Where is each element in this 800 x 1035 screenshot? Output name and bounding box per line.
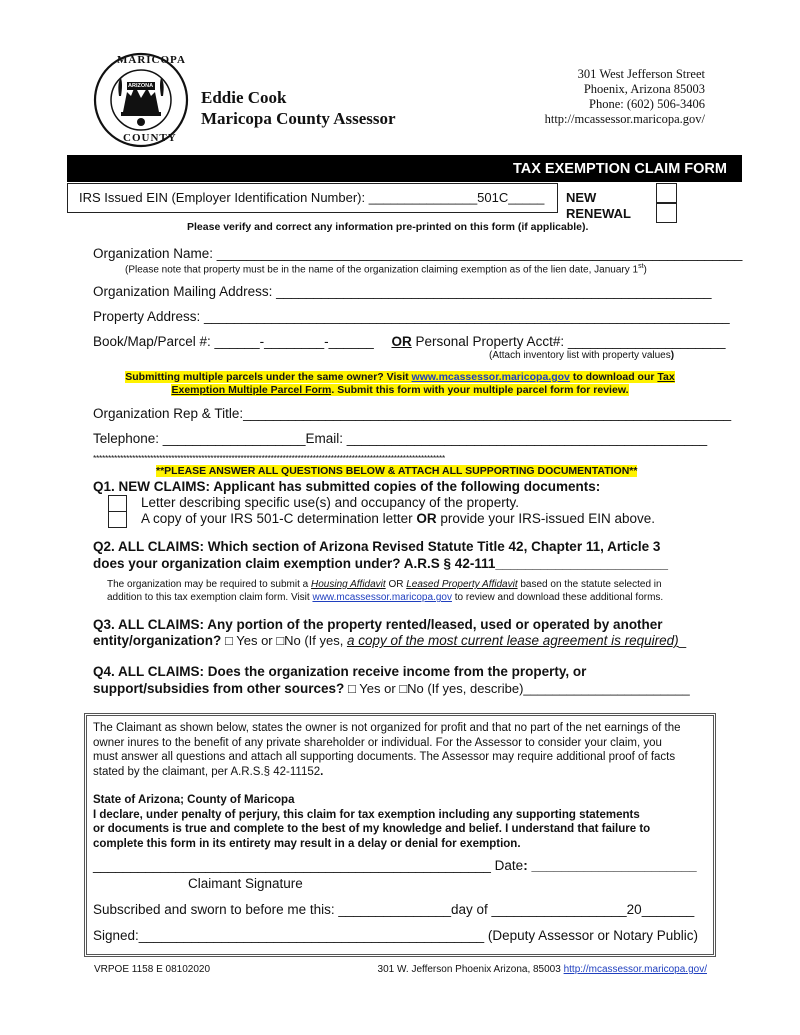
book-map-parcel-field[interactable]: Book/Map/Parcel #: ______-________-______	[93, 334, 374, 349]
star-divider: *********************************************************************************************************************	[93, 453, 445, 463]
attach-inventory-note: (Attach inventory list with property values)	[489, 350, 675, 361]
personal-property-field[interactable]: Personal Property Acct#: _____________________	[415, 334, 726, 349]
assessor-website-link[interactable]: www.mcassessor.maricopa.gov	[411, 371, 570, 383]
address-line-2: Phoenix, Arizona 85003	[583, 82, 705, 96]
claimant-signature-field[interactable]: _____________________________________________________ Date	[93, 858, 524, 873]
q1-item-2: A copy of your IRS 501-C determination letter OR provide your IRS-issued EIN above.	[141, 511, 655, 526]
phone-line: Phone: (602) 506-3406	[589, 97, 705, 111]
seal-bottom-text: COUNTY	[123, 132, 177, 144]
sworn-date-field[interactable]: Subscribed and sworn to before me this: _______________day of __________________20_______	[93, 902, 695, 917]
property-address-field[interactable]: Property Address: ______________________________________________________________________	[93, 309, 730, 324]
forms-website-link[interactable]: www.mcassessor.maricopa.gov	[312, 592, 452, 603]
form-title: TAX EXEMPTION CLAIM FORM	[512, 161, 727, 177]
footer-form-id: VRPOE 1158 E 08102020	[94, 964, 211, 975]
footer-website-link[interactable]: http://mcassessor.maricopa.gov/	[563, 964, 707, 975]
book-map-parcel-row	[93, 334, 726, 349]
q1-checkbox-1[interactable]	[108, 495, 127, 512]
q4-yes-no-options[interactable]: □ Yes or □No (If yes, describe)_______________________	[348, 681, 690, 696]
claimant-paragraph: The Claimant as shown below, states the owner is not organized for profit and that no part of the net earnings of the owner inures to the benefit of any private shareholder or individual. For the Assessor to consider your claim, you must answer all questions and attach all supporting documents. The Assessor may require additional proof of facts stated by the claimant, per A.R.S.§ 42-11152.	[93, 722, 681, 778]
seal-inner-text: ARIZONA	[128, 83, 154, 89]
renewal-checkbox[interactable]	[656, 203, 677, 223]
multiple-parcel-form-link[interactable]: Exemption Multiple Parcel Form	[171, 384, 332, 396]
footer-address: 301 W. Jefferson Phoenix Arizona, 85003 http://mcassessor.maricopa.gov/	[377, 964, 707, 975]
multi-parcel-note: Submitting multiple parcels under the same owner? Visit www.mcassessor.maricopa.gov to download our Tax Exemption Multiple Parcel Form. Submit this form with your multiple parcel form for review.	[125, 371, 675, 396]
answer-all-note: **PLEASE ANSWER ALL QUESTIONS BELOW & ATTACH ALL SUPPORTING DOCUMENTATION**	[156, 465, 638, 477]
new-label: NEW	[566, 190, 597, 205]
county-seal	[93, 52, 189, 148]
housing-affidavit-link[interactable]: Housing Affidavit	[311, 579, 386, 590]
claimant-signature-label: Claimant Signature	[188, 876, 303, 891]
q3-line-2: entity/organization? □ Yes or □No (If yes, a copy of the most current lease agreement is required)_	[93, 633, 687, 648]
assessor-name: Eddie Cook	[201, 88, 287, 107]
form-title-bar	[67, 155, 742, 182]
q4-line-2: support/subsidies from other sources? □ Yes or □No (If yes, describe)_______________________	[93, 681, 690, 696]
leased-property-affidavit-link[interactable]: Leased Property Affidavit	[406, 579, 518, 590]
q1-item-1: Letter describing specific use(s) and occupancy of the property.	[141, 495, 519, 510]
q2-line-2[interactable]: does your organization claim exemption under? A.R.S § 42-111_______________________	[93, 556, 669, 571]
ein-field[interactable]: IRS Issued EIN (Employer Identification Number): _______________501C_____	[79, 190, 545, 205]
renewal-label: RENEWAL	[566, 206, 631, 221]
org-rep-title-field[interactable]: Organization Rep & Title:_________________________________________________________________	[93, 406, 732, 421]
q1-title: Q1. NEW CLAIMS: Applicant has submitted copies of the following documents:	[93, 479, 601, 494]
organization-name-field[interactable]: Organization Name: ______________________________________________________________________	[93, 246, 743, 261]
signed-field[interactable]: Signed:______________________________________________ (Deputy Assessor or Notary Public)	[93, 928, 698, 943]
date-field[interactable]: ______________________	[527, 858, 697, 873]
seal-top-text: MARICOPA	[117, 54, 186, 66]
q1-checkbox-2[interactable]	[108, 511, 127, 528]
address-line-1: 301 West Jefferson Street	[577, 67, 705, 81]
telephone-email-field[interactable]: Telephone: ___________________Email: ________________________________________________	[93, 431, 708, 446]
q2-line-1: Q2. ALL CLAIMS: Which section of Arizona Revised Statute Title 42, Chapter 11, Article 3	[93, 539, 661, 554]
verify-note: Please verify and correct any information pre-printed on this form (if applicable).	[187, 221, 589, 233]
mailing-address-field[interactable]: Organization Mailing Address: __________________________________________________________	[93, 284, 712, 299]
q3-line-1: Q3. ALL CLAIMS: Any portion of the property rented/leased, used or operated by another	[93, 617, 663, 632]
q2-note: The organization may be required to submit a Housing Affidavit OR Leased Property Affidavit based on the statute selected in addition to this tax exemption claim form. Visit www.mcassessor.maricopa.gov to review and download these additional forms.	[107, 579, 664, 603]
new-checkbox[interactable]	[656, 183, 677, 203]
q4-line-1: Q4. ALL CLAIMS: Does the organization receive income from the property, or	[93, 664, 587, 679]
declaration-text: State of Arizona; County of Maricopa I declare, under penalty of perjury, this claim for tax exemption including any supporting statements or documents is true and complete to the best of my knowledge and belief. I understand that failure to complete this form in its entirety may result in a delay or denial for exemption.	[93, 794, 651, 850]
organization-name-note: (Please note that property must be in the name of the organization claiming exemption as of the lien date, January 1st)	[125, 263, 647, 276]
signature-date-row: _____________________________________________________ Date: ______________________	[93, 858, 697, 873]
q3-yes-no-options[interactable]: □ Yes or □No (If yes,	[225, 633, 347, 648]
or-label: OR	[391, 334, 412, 349]
assessor-title: Maricopa County Assessor	[201, 109, 396, 128]
tax-link[interactable]: Tax	[657, 371, 675, 383]
website-line[interactable]: http://mcassessor.maricopa.gov/	[544, 112, 705, 126]
